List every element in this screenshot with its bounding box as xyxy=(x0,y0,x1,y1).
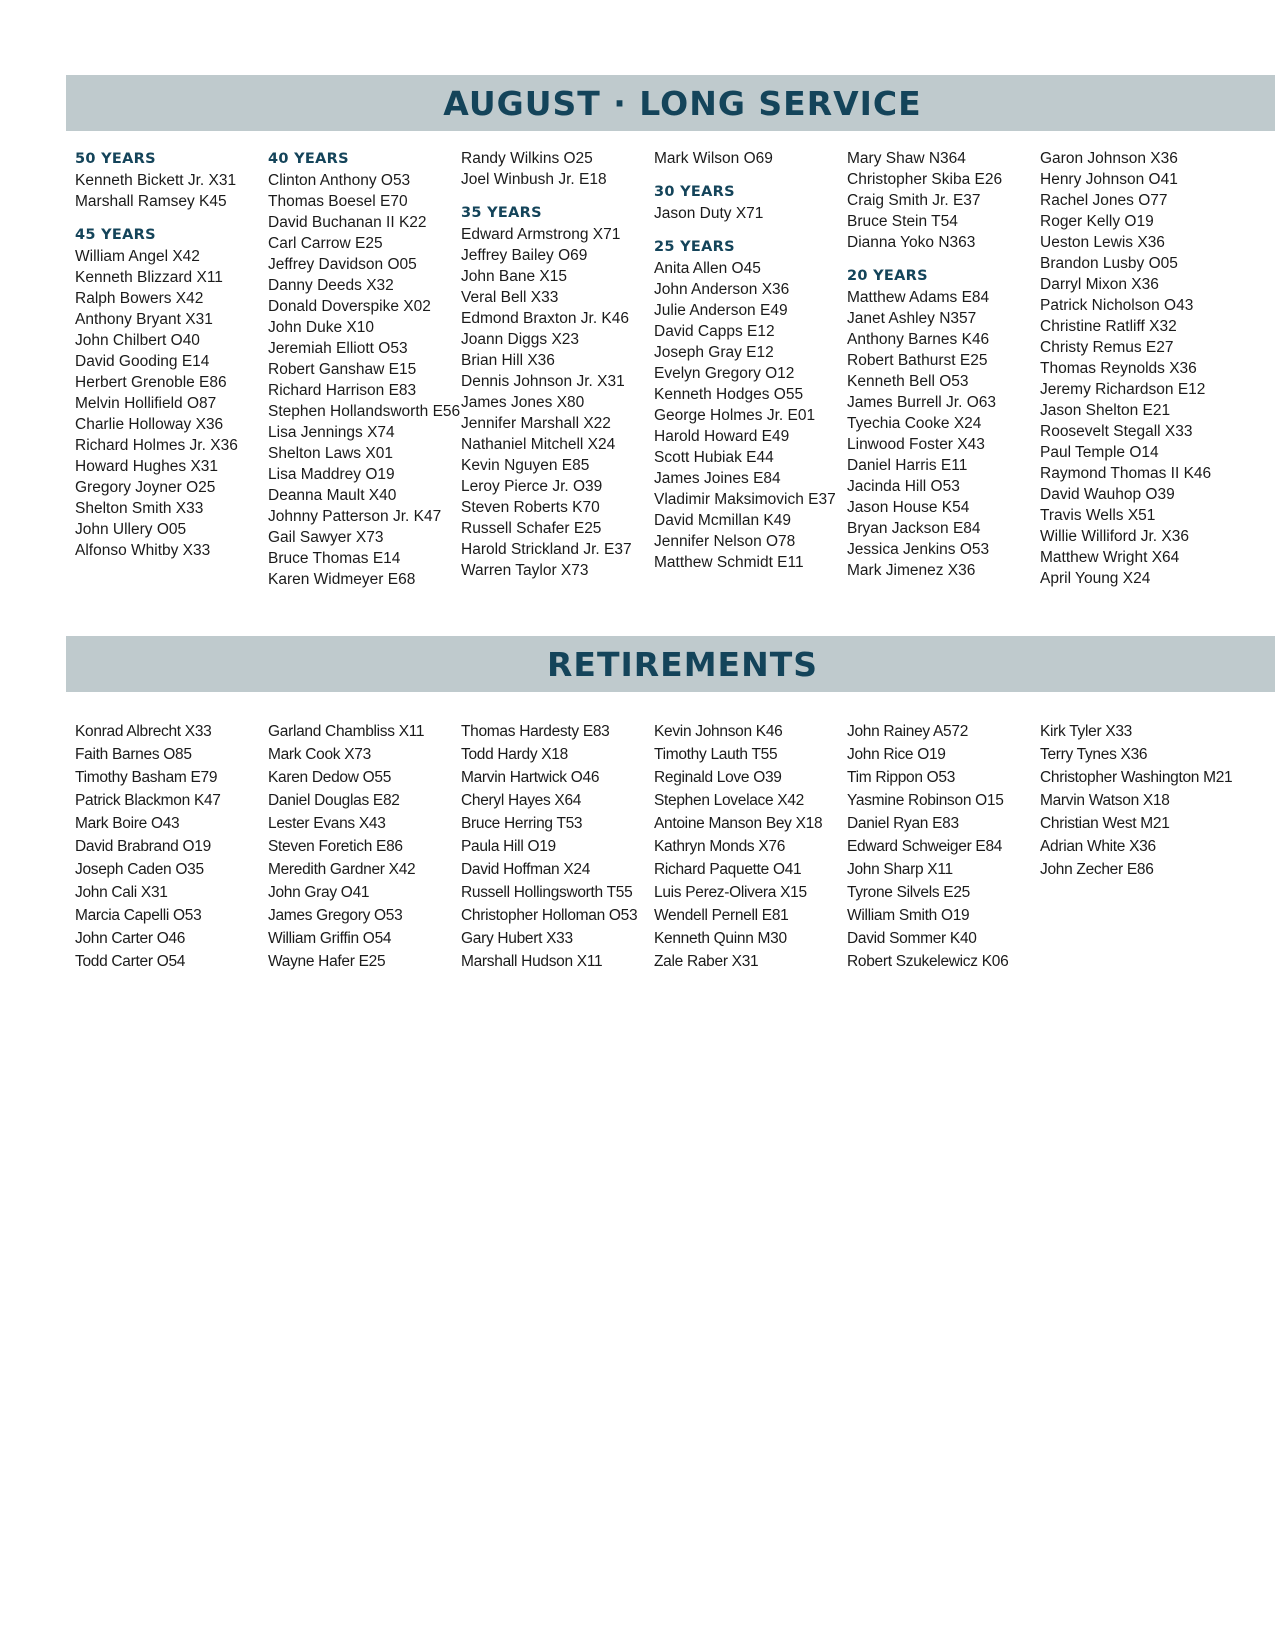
long-service-title: AUGUST · LONG SERVICE xyxy=(443,83,922,123)
honoree-name: Kenneth Bell O53 xyxy=(847,373,969,390)
section-gap xyxy=(75,212,268,224)
retiree-name: Wayne Hafer E25 xyxy=(268,953,386,970)
honoree-name: James Jones X80 xyxy=(461,394,585,411)
retiree-name: Tim Rippon O53 xyxy=(847,769,956,786)
honoree-name: David Mcmillan K49 xyxy=(654,512,791,529)
honoree-name: Jessica Jenkins O53 xyxy=(847,541,990,558)
honoree-name: David Gooding E14 xyxy=(75,353,210,370)
retiree-name: Adrian White X36 xyxy=(1040,838,1156,855)
honoree-name: Jeffrey Bailey O69 xyxy=(461,247,588,264)
retiree-name: Marvin Hartwick O46 xyxy=(461,769,600,786)
honoree-name: Mark Jimenez X36 xyxy=(847,562,976,579)
honoree-name: Jeremiah Elliott O53 xyxy=(268,340,408,357)
retiree-name: Stephen Lovelace X42 xyxy=(654,792,804,809)
long-service-column xyxy=(75,148,268,590)
years-heading: 50 YEARS xyxy=(75,151,156,167)
honoree-name: Edward Armstrong X71 xyxy=(461,226,621,243)
years-heading: 35 YEARS xyxy=(461,205,542,221)
retirements-header-band xyxy=(66,636,1275,692)
honoree-name: Ueston Lewis X36 xyxy=(1040,234,1165,251)
honoree-name: April Young X24 xyxy=(1040,570,1151,587)
honoree-name: Christine Ratliff X32 xyxy=(1040,318,1177,335)
retiree-name: Paula Hill O19 xyxy=(461,838,556,855)
honoree-name: Lisa Jennings X74 xyxy=(268,424,395,441)
retiree-name: Meredith Gardner X42 xyxy=(268,861,416,878)
retiree-name: Christopher Washington M21 xyxy=(1040,769,1233,786)
honoree-name: Robert Bathurst E25 xyxy=(847,352,988,369)
retiree-name: Christopher Holloman O53 xyxy=(461,907,638,924)
honoree-name: Danny Deeds X32 xyxy=(268,277,394,294)
retiree-name: Gary Hubert X33 xyxy=(461,930,573,947)
retiree-name: Terry Tynes X36 xyxy=(1040,746,1148,763)
retirements-column xyxy=(461,720,654,973)
honoree-name: James Burrell Jr. O63 xyxy=(847,394,997,411)
honoree-name: Willie Williford Jr. X36 xyxy=(1040,528,1189,545)
honoree-name: Carl Carrow E25 xyxy=(268,235,383,252)
long-service-column xyxy=(1040,148,1233,590)
retiree-name: James Gregory O53 xyxy=(268,907,403,924)
honoree-name: Alfonso Whitby X33 xyxy=(75,542,211,559)
retiree-name: Robert Szukelewicz K06 xyxy=(847,953,1009,970)
honoree-name: Jason Duty X71 xyxy=(654,205,764,222)
honoree-name: Robert Ganshaw E15 xyxy=(268,361,417,378)
honoree-name: Linwood Foster X43 xyxy=(847,436,985,453)
section-gap xyxy=(654,224,847,236)
retiree-name: Todd Carter O54 xyxy=(75,953,186,970)
honoree-name: Henry Johnson O41 xyxy=(1040,171,1178,188)
honoree-name: Janet Ashley N357 xyxy=(847,310,977,327)
retiree-name: Thomas Hardesty E83 xyxy=(461,723,610,740)
honoree-name: George Holmes Jr. E01 xyxy=(654,407,816,424)
honoree-name: Herbert Grenoble E86 xyxy=(75,374,227,391)
retiree-name: John Gray O41 xyxy=(268,884,370,901)
honoree-name: Bruce Stein T54 xyxy=(847,213,958,230)
years-heading: 20 YEARS xyxy=(847,268,928,284)
retiree-name: John Sharp X11 xyxy=(847,861,953,878)
section-gap xyxy=(847,253,1040,265)
honoree-name: John Duke X10 xyxy=(268,319,374,336)
honoree-name: Darryl Mixon X36 xyxy=(1040,276,1159,293)
honoree-name: Travis Wells X51 xyxy=(1040,507,1156,524)
honoree-name: Bruce Thomas E14 xyxy=(268,550,401,567)
honoree-name: Thomas Reynolds X36 xyxy=(1040,360,1197,377)
retirements-column xyxy=(847,720,1040,973)
retiree-name: Christian West M21 xyxy=(1040,815,1170,832)
honoree-name: Shelton Laws X01 xyxy=(268,445,393,462)
honoree-name: Patrick Nicholson O43 xyxy=(1040,297,1194,314)
years-heading: 45 YEARS xyxy=(75,227,156,243)
honoree-name: Matthew Adams E84 xyxy=(847,289,990,306)
honoree-name: Donald Doverspike X02 xyxy=(268,298,431,315)
retiree-name: Garland Chambliss X11 xyxy=(268,723,425,740)
retiree-name: Daniel Ryan E83 xyxy=(847,815,959,832)
honoree-name: Steven Roberts K70 xyxy=(461,499,600,516)
honoree-name: Jacinda Hill O53 xyxy=(847,478,960,495)
retiree-name: John Rice O19 xyxy=(847,746,946,763)
honoree-name: Jason House K54 xyxy=(847,499,970,516)
retiree-name: Timothy Basham E79 xyxy=(75,769,218,786)
honoree-name: Matthew Schmidt E11 xyxy=(654,554,804,571)
honoree-name: Tyechia Cooke X24 xyxy=(847,415,982,432)
honoree-name: Roosevelt Stegall X33 xyxy=(1040,423,1193,440)
honoree-name: Craig Smith Jr. E37 xyxy=(847,192,981,209)
honoree-name: Paul Temple O14 xyxy=(1040,444,1159,461)
honoree-name: Harold Howard E49 xyxy=(654,428,790,445)
honoree-name: Mary Shaw N364 xyxy=(847,150,966,167)
honoree-name: Karen Widmeyer E68 xyxy=(268,571,416,588)
retirements-column xyxy=(268,720,461,973)
section-gap xyxy=(461,190,654,202)
honoree-name: Lisa Maddrey O19 xyxy=(268,466,395,483)
retiree-name: Mark Boire O43 xyxy=(75,815,180,832)
retiree-name: Steven Foretich E86 xyxy=(268,838,403,855)
honoree-name: Christy Remus E27 xyxy=(1040,339,1174,356)
retiree-name: John Zecher E86 xyxy=(1040,861,1154,878)
honoree-name: Brian Hill X36 xyxy=(461,352,555,369)
honoree-name: John Ullery O05 xyxy=(75,521,187,538)
honoree-name: Shelton Smith X33 xyxy=(75,500,204,517)
retiree-name: Todd Hardy X18 xyxy=(461,746,568,763)
retirements-column xyxy=(1040,720,1233,973)
honoree-name: Clinton Anthony O53 xyxy=(268,172,411,189)
retiree-name: Luis Perez-Olivera X15 xyxy=(654,884,807,901)
honoree-name: Edmond Braxton Jr. K46 xyxy=(461,310,630,327)
years-heading: 30 YEARS xyxy=(654,184,735,200)
long-service-header-band xyxy=(66,75,1275,131)
honoree-name: Harold Strickland Jr. E37 xyxy=(461,541,632,558)
retiree-name: Kirk Tyler X33 xyxy=(1040,723,1132,740)
honoree-name: Rachel Jones O77 xyxy=(1040,192,1168,209)
retiree-name: Faith Barnes O85 xyxy=(75,746,192,763)
honoree-name: Charlie Holloway X36 xyxy=(75,416,224,433)
retiree-name: Patrick Blackmon K47 xyxy=(75,792,221,809)
retiree-name: Yasmine Robinson O15 xyxy=(847,792,1004,809)
honoree-name: Kevin Nguyen E85 xyxy=(461,457,590,474)
honoree-name: Kenneth Blizzard X11 xyxy=(75,269,223,286)
retiree-name: Marshall Hudson X11 xyxy=(461,953,603,970)
retiree-name: Kevin Johnson K46 xyxy=(654,723,783,740)
honoree-name: Raymond Thomas II K46 xyxy=(1040,465,1212,482)
retiree-name: Bruce Herring T53 xyxy=(461,815,583,832)
honoree-name: Richard Holmes Jr. X36 xyxy=(75,437,238,454)
honoree-name: Mark Wilson O69 xyxy=(654,150,773,167)
retiree-name: William Griffin O54 xyxy=(268,930,392,947)
retiree-name: Lester Evans X43 xyxy=(268,815,386,832)
long-service-columns xyxy=(75,148,1270,590)
long-service-column xyxy=(461,148,654,590)
retiree-name: David Brabrand O19 xyxy=(75,838,211,855)
years-heading: 40 YEARS xyxy=(268,151,349,167)
honoree-name: Russell Schafer E25 xyxy=(461,520,602,537)
honoree-name: John Bane X15 xyxy=(461,268,568,285)
honoree-name: Kenneth Hodges O55 xyxy=(654,386,804,403)
honoree-name: David Buchanan II K22 xyxy=(268,214,427,231)
honoree-name: Jeffrey Davidson O05 xyxy=(268,256,417,273)
honoree-name: Bryan Jackson E84 xyxy=(847,520,981,537)
honoree-name: Jennifer Nelson O78 xyxy=(654,533,796,550)
honoree-name: James Joines E84 xyxy=(654,470,781,487)
retiree-name: Kenneth Quinn M30 xyxy=(654,930,787,947)
honoree-name: Thomas Boesel E70 xyxy=(268,193,408,210)
honoree-name: David Wauhop O39 xyxy=(1040,486,1175,503)
honoree-name: Randy Wilkins O25 xyxy=(461,150,593,167)
retiree-name: Reginald Love O39 xyxy=(654,769,782,786)
honoree-name: Anita Allen O45 xyxy=(654,260,761,277)
honoree-name: Gail Sawyer X73 xyxy=(268,529,384,546)
honoree-name: Brandon Lusby O05 xyxy=(1040,255,1178,272)
honoree-name: Joseph Gray E12 xyxy=(654,344,774,361)
retirements-column xyxy=(75,720,268,973)
honoree-name: Vladimir Maksimovich E37 xyxy=(654,491,836,508)
honoree-name: Julie Anderson E49 xyxy=(654,302,788,319)
honoree-name: Ralph Bowers X42 xyxy=(75,290,204,307)
honoree-name: David Capps E12 xyxy=(654,323,775,340)
retiree-name: William Smith O19 xyxy=(847,907,970,924)
retiree-name: Joseph Caden O35 xyxy=(75,861,204,878)
honoree-name: Scott Hubiak E44 xyxy=(654,449,774,466)
honoree-name: Joel Winbush Jr. E18 xyxy=(461,171,607,188)
retiree-name: John Carter O46 xyxy=(75,930,186,947)
retiree-name: Tyrone Silvels E25 xyxy=(847,884,970,901)
honoree-name: Warren Taylor X73 xyxy=(461,562,589,579)
honoree-name: Evelyn Gregory O12 xyxy=(654,365,795,382)
retiree-name: David Sommer K40 xyxy=(847,930,977,947)
honoree-name: John Chilbert O40 xyxy=(75,332,200,349)
honoree-name: Dennis Johnson Jr. X31 xyxy=(461,373,625,390)
retiree-name: David Hoffman X24 xyxy=(461,861,591,878)
section-gap xyxy=(654,169,847,181)
long-service-column xyxy=(654,148,847,590)
honoree-name: Jeremy Richardson E12 xyxy=(1040,381,1206,398)
honoree-name: Veral Bell X33 xyxy=(461,289,559,306)
honoree-name: Garon Johnson X36 xyxy=(1040,150,1178,167)
retiree-name: Kathryn Monds X76 xyxy=(654,838,786,855)
honoree-name: Dianna Yoko N363 xyxy=(847,234,976,251)
honoree-name: Marshall Ramsey K45 xyxy=(75,193,227,210)
long-service-column xyxy=(847,148,1040,590)
honoree-name: Gregory Joyner O25 xyxy=(75,479,216,496)
retiree-name: Karen Dedow O55 xyxy=(268,769,392,786)
retirements-columns xyxy=(75,720,1270,973)
honoree-name: Roger Kelly O19 xyxy=(1040,213,1154,230)
long-service-column xyxy=(268,148,461,590)
honoree-name: Anthony Bryant X31 xyxy=(75,311,213,328)
retiree-name: Mark Cook X73 xyxy=(268,746,371,763)
retiree-name: Konrad Albrecht X33 xyxy=(75,723,212,740)
honoree-name: John Anderson X36 xyxy=(654,281,790,298)
retiree-name: John Cali X31 xyxy=(75,884,168,901)
retiree-name: Wendell Pernell E81 xyxy=(654,907,789,924)
honoree-name: Christopher Skiba E26 xyxy=(847,171,1003,188)
retiree-name: Marvin Watson X18 xyxy=(1040,792,1170,809)
retiree-name: Antoine Manson Bey X18 xyxy=(654,815,823,832)
retiree-name: Russell Hollingsworth T55 xyxy=(461,884,633,901)
honoree-name: Deanna Mault X40 xyxy=(268,487,397,504)
honoree-name: Howard Hughes X31 xyxy=(75,458,219,475)
honoree-name: Anthony Barnes K46 xyxy=(847,331,990,348)
retiree-name: Cheryl Hayes X64 xyxy=(461,792,582,809)
honoree-name: Melvin Hollifield O87 xyxy=(75,395,217,412)
honoree-name: Nathaniel Mitchell X24 xyxy=(461,436,616,453)
retiree-name: John Rainey A572 xyxy=(847,723,969,740)
retirements-title: RETIREMENTS xyxy=(547,644,818,684)
honoree-name: Jennifer Marshall X22 xyxy=(461,415,611,432)
honoree-name: Stephen Hollandsworth E56 xyxy=(268,403,461,420)
honoree-name: Richard Harrison E83 xyxy=(268,382,417,399)
retiree-name: Zale Raber X31 xyxy=(654,953,759,970)
honoree-name: Jason Shelton E21 xyxy=(1040,402,1171,419)
retiree-name: Timothy Lauth T55 xyxy=(654,746,778,763)
honoree-name: Matthew Wright X64 xyxy=(1040,549,1180,566)
years-heading: 25 YEARS xyxy=(654,239,735,255)
honoree-name: Daniel Harris E11 xyxy=(847,457,968,474)
honoree-name: Leroy Pierce Jr. O39 xyxy=(461,478,603,495)
retiree-name: Marcia Capelli O53 xyxy=(75,907,202,924)
retiree-name: Edward Schweiger E84 xyxy=(847,838,1003,855)
honoree-name: Joann Diggs X23 xyxy=(461,331,580,348)
retiree-name: Daniel Douglas E82 xyxy=(268,792,400,809)
retirements-column xyxy=(654,720,847,973)
retiree-name: Richard Paquette O41 xyxy=(654,861,802,878)
honoree-name: William Angel X42 xyxy=(75,248,200,265)
honoree-name: Johnny Patterson Jr. K47 xyxy=(268,508,442,525)
honoree-name: Kenneth Bickett Jr. X31 xyxy=(75,172,237,189)
